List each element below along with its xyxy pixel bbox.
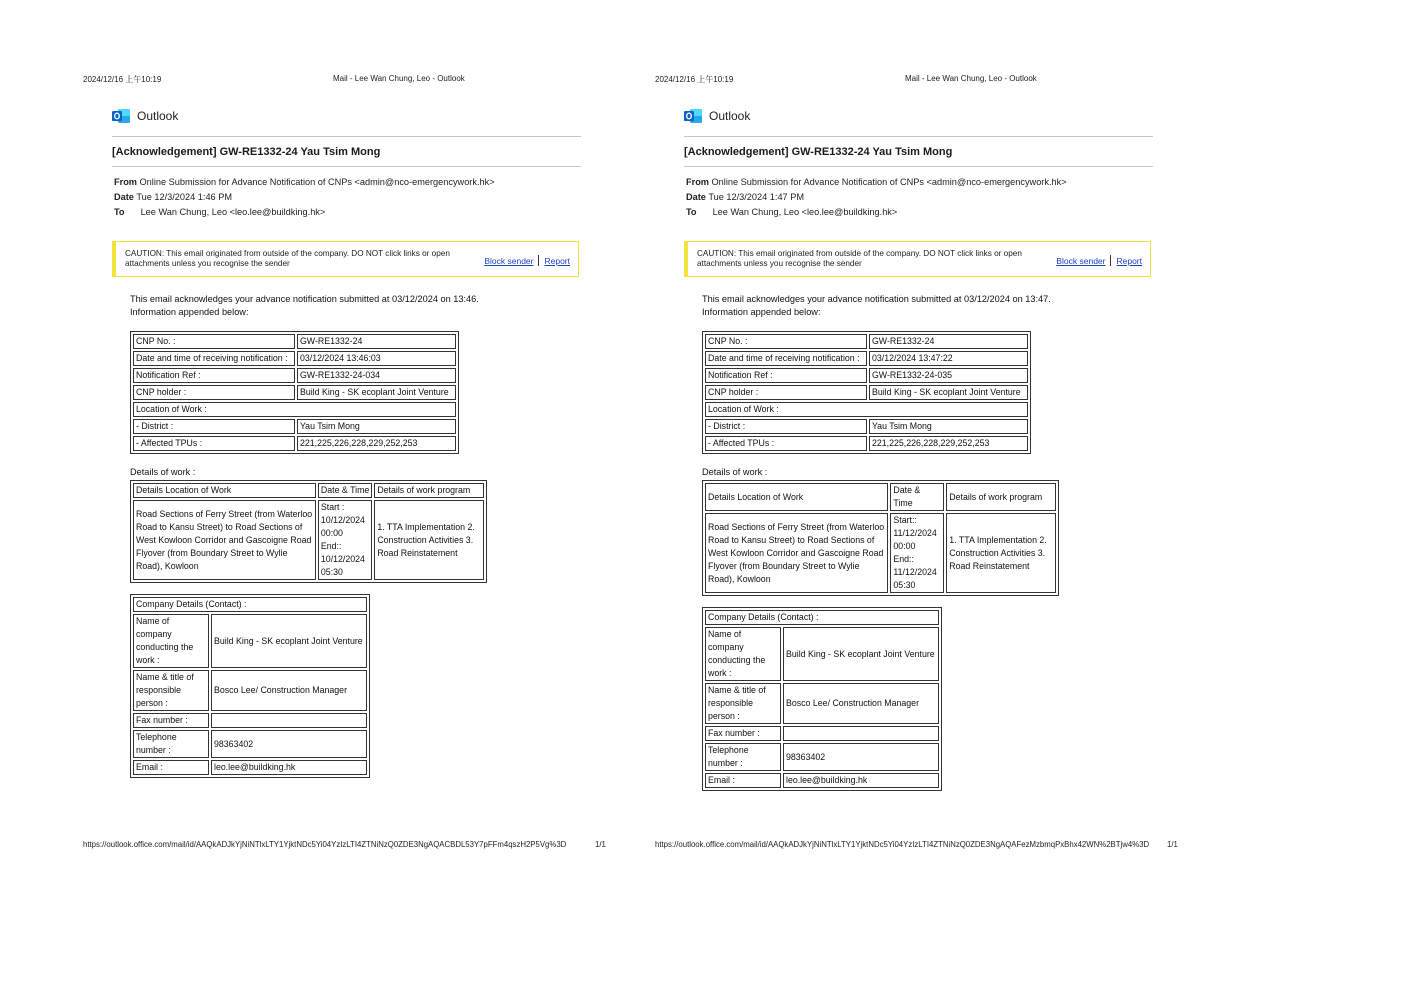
col-program-header: Details of work program [946, 483, 1056, 511]
table-row [133, 713, 367, 728]
print-header-date: 2024/12/16 上午10:19 [655, 75, 734, 84]
end-time: 05:30 [320, 567, 343, 577]
to-label: To [114, 207, 125, 217]
date-label: Date [114, 192, 134, 202]
outlook-brand [112, 107, 178, 125]
notification-info-table [702, 331, 1031, 454]
table-row [133, 334, 456, 349]
table-row [705, 513, 1056, 593]
outlook-brand [684, 107, 750, 125]
start-time: 00:00 [320, 528, 343, 538]
caution-banner [684, 241, 1151, 277]
divider [684, 136, 1153, 137]
email-value: leo.lee@buildking.hk [783, 773, 939, 788]
company-details-title: Company Details (Contact) : [705, 610, 939, 625]
end-date: 10/12/2024 [320, 554, 365, 564]
telephone-label: Telephone number : [133, 730, 209, 758]
company-name-value: Build King - SK ecoplant Joint Venture [783, 627, 939, 681]
print-header-date: 2024/12/16 上午10:19 [83, 75, 162, 84]
fax-value [783, 726, 939, 741]
table-row [705, 402, 1028, 417]
email-value: leo.lee@buildking.hk [211, 760, 367, 775]
block-sender-link[interactable]: Block sender [484, 256, 534, 266]
divider [684, 166, 1153, 167]
outlook-logo-icon [684, 108, 702, 124]
caution-actions [1056, 255, 1142, 266]
email-to: Lee Wan Chung, Leo <leo.lee@buildking.hk> [140, 207, 326, 217]
fax-label: Fax number : [705, 726, 781, 741]
print-footer-url: https://outlook.office.com/mail/id/AAQkADJkYjNiNTlxLTY1YjktNDc5Yi04YzIzLTI4ZTNiNzQ0ZDE3NgAQAFezMzbmqPxBhx42WN%2BTjw4%3D [655, 840, 1150, 849]
email-label: Email : [705, 773, 781, 788]
cnp-holder-label: CNP holder : [705, 385, 867, 400]
notification-info-table [130, 331, 459, 454]
app-name: Outlook [709, 109, 751, 123]
link-separator [538, 255, 539, 266]
from-label: From [686, 177, 709, 187]
col-datetime-header: Date & Time [318, 483, 372, 498]
email-to-row [686, 207, 897, 217]
email-label: Email : [133, 760, 209, 775]
cnp-holder-value: Build King - SK ecoplant Joint Venture [869, 385, 1028, 400]
responsible-person-label: Name & title of responsible person : [705, 683, 781, 724]
district-label: - District : [133, 419, 295, 434]
caution-text: CAUTION: This email originated from outside of the company. DO NOT click links or open attachments unless you recognise the sender [697, 249, 1022, 268]
table-row [133, 436, 456, 451]
fax-value [211, 713, 367, 728]
work-datetime-cell [890, 513, 944, 593]
table-row [133, 614, 367, 668]
table-row [705, 334, 1028, 349]
table-row [705, 743, 939, 771]
end-time: 05:30 [893, 580, 916, 590]
divider [112, 136, 581, 137]
divider [112, 166, 581, 167]
cnp-no-value: GW-RE1332-24 [297, 334, 456, 349]
email-subject: [Acknowledgement] GW-RE1332-24 Yau Tsim Mong [112, 146, 381, 158]
affected-tpus-label: - Affected TPUs : [133, 436, 295, 451]
table-header-row [133, 483, 484, 498]
print-footer-page: 1/1 [595, 840, 606, 849]
report-link[interactable]: Report [544, 256, 570, 266]
district-label: - District : [705, 419, 867, 434]
block-sender-link[interactable]: Block sender [1056, 256, 1106, 266]
email-date-row [686, 192, 804, 202]
company-name-value: Build King - SK ecoplant Joint Venture [211, 614, 367, 668]
start-label: Start:: [893, 515, 917, 525]
email-from-row [114, 177, 495, 187]
work-location-cell: Road Sections of Ferry Street (from Waterloo Road to Kansu Street) to Road Sections of West Kowloon Corridor and Gascoigne Road Flyover (from Boundary Street to Wylie Road), Kowloon [705, 513, 888, 593]
notification-ref-value: GW-RE1332-24-034 [297, 368, 456, 383]
table-row [705, 368, 1028, 383]
intro-line-1: This email acknowledges your advance notification submitted at 03/12/2024 on 13:47. [702, 294, 1051, 304]
responsible-person-value: Bosco Lee/ Construction Manager [783, 683, 939, 724]
notification-ref-label: Notification Ref : [133, 368, 295, 383]
fax-label: Fax number : [133, 713, 209, 728]
print-page-2 [572, 0, 1272, 992]
table-row [705, 683, 939, 724]
date-label: Date [686, 192, 706, 202]
table-row [705, 773, 939, 788]
email-subject: [Acknowledgement] GW-RE1332-24 Yau Tsim Mong [684, 146, 953, 158]
table-row [133, 597, 367, 612]
table-row [705, 419, 1028, 434]
print-header-title: Mail - Lee Wan Chung, Leo - Outlook [905, 74, 1037, 83]
telephone-value: 98363402 [211, 730, 367, 758]
print-header-title: Mail - Lee Wan Chung, Leo - Outlook [333, 74, 465, 83]
table-row [133, 368, 456, 383]
email-date: Tue 12/3/2024 1:46 PM [136, 192, 232, 202]
cnp-no-label: CNP No. : [133, 334, 295, 349]
table-row [133, 419, 456, 434]
table-row [133, 351, 456, 366]
intro-line-1: This email acknowledges your advance notification submitted at 03/12/2024 on 13:46. [130, 294, 479, 304]
notification-ref-label: Notification Ref : [705, 368, 867, 383]
company-details-table [130, 594, 370, 778]
cnp-no-label: CNP No. : [705, 334, 867, 349]
work-details-table [130, 480, 487, 583]
email-date-row [114, 192, 232, 202]
table-row [133, 385, 456, 400]
email-to: Lee Wan Chung, Leo <leo.lee@buildking.hk> [712, 207, 898, 217]
intro-line-2: Information appended below: [130, 307, 249, 317]
cnp-holder-label: CNP holder : [133, 385, 295, 400]
email-from: Online Submission for Advance Notification of CNPs <admin@nco-emergencywork.hk> [139, 177, 495, 187]
end-label: End:: [893, 554, 914, 564]
col-datetime-header: Date & Time [890, 483, 944, 511]
link-separator [1110, 255, 1111, 266]
company-details-title: Company Details (Contact) : [133, 597, 367, 612]
affected-tpus-value: 221,225,226,228,229,252,253 [297, 436, 456, 451]
affected-tpus-label: - Affected TPUs : [705, 436, 867, 451]
table-row [705, 726, 939, 741]
work-datetime-cell [318, 500, 372, 580]
start-time: 00:00 [893, 541, 916, 551]
email-date: Tue 12/3/2024 1:47 PM [708, 192, 804, 202]
table-row [133, 760, 367, 775]
received-value: 03/12/2024 13:46:03 [297, 351, 456, 366]
caution-text: CAUTION: This email originated from outside of the company. DO NOT click links or open attachments unless you recognise the sender [125, 249, 450, 268]
col-location-header: Details Location of Work [133, 483, 316, 498]
print-footer-url: https://outlook.office.com/mail/id/AAQkADJkYjNiNTlxLTY1YjktNDc5Yi04YzIzLTI4ZTNiNzQ0ZDE3NgAQACBDL53Y7pFFm4qszH2P5Vg%3D [83, 840, 567, 849]
work-details-table [702, 480, 1059, 596]
work-program-cell: 1. TTA Implementation 2. Construction Activities 3. Road Reinstatement [374, 500, 484, 580]
caution-actions [484, 255, 570, 266]
table-row [133, 500, 484, 580]
work-location-cell: Road Sections of Ferry Street (from Waterloo Road to Kansu Street) to Road Sections of West Kowloon Corridor and Gascoigne Road Flyover (from Boundary Street to Wylie Road), Kowloon [133, 500, 316, 580]
end-date: 11/12/2024 [893, 567, 937, 577]
work-program-cell: 1. TTA Implementation 2. Construction Activities 3. Road Reinstatement [946, 513, 1056, 593]
to-label: To [686, 207, 697, 217]
start-label: Start : [320, 502, 345, 512]
email-from: Online Submission for Advance Notification of CNPs <admin@nco-emergencywork.hk> [711, 177, 1067, 187]
details-of-work-label: Details of work : [702, 467, 768, 477]
received-label: Date and time of receiving notification : [705, 351, 867, 366]
intro-line-2: Information appended below: [702, 307, 821, 317]
from-label: From [114, 177, 137, 187]
app-name: Outlook [137, 109, 179, 123]
telephone-label: Telephone number : [705, 743, 781, 771]
table-row [705, 385, 1028, 400]
end-label: End:: [320, 541, 342, 551]
location-of-work-label: Location of Work : [705, 402, 1028, 417]
table-row [705, 351, 1028, 366]
company-name-label: Name of company conducting the work : [705, 627, 781, 681]
responsible-person-value: Bosco Lee/ Construction Manager [211, 670, 367, 711]
start-date: 11/12/2024 [893, 528, 937, 538]
outlook-logo-icon [112, 108, 130, 124]
table-row [705, 436, 1028, 451]
company-details-table [702, 607, 942, 791]
cnp-no-value: GW-RE1332-24 [869, 334, 1028, 349]
table-row [133, 402, 456, 417]
email-to-row [114, 207, 325, 217]
received-label: Date and time of receiving notification : [133, 351, 295, 366]
email-from-row [686, 177, 1067, 187]
col-program-header: Details of work program [374, 483, 484, 498]
col-location-header: Details Location of Work [705, 483, 888, 511]
caution-banner [112, 241, 579, 277]
district-value: Yau Tsim Mong [297, 419, 456, 434]
table-row [705, 610, 939, 625]
district-value: Yau Tsim Mong [869, 419, 1028, 434]
print-footer-page: 1/1 [1167, 840, 1178, 849]
responsible-person-label: Name & title of responsible person : [133, 670, 209, 711]
cnp-holder-value: Build King - SK ecoplant Joint Venture [297, 385, 456, 400]
email-body-intro [702, 293, 1051, 319]
received-value: 03/12/2024 13:47:22 [869, 351, 1028, 366]
details-of-work-label: Details of work : [130, 467, 196, 477]
report-link[interactable]: Report [1116, 256, 1142, 266]
table-header-row [705, 483, 1056, 511]
table-row [133, 670, 367, 711]
telephone-value: 98363402 [783, 743, 939, 771]
affected-tpus-value: 221,225,226,228,229,252,253 [869, 436, 1028, 451]
start-date: 10/12/2024 [320, 515, 365, 525]
table-row [133, 730, 367, 758]
email-body-intro [130, 293, 479, 319]
notification-ref-value: GW-RE1332-24-035 [869, 368, 1028, 383]
location-of-work-label: Location of Work : [133, 402, 456, 417]
company-name-label: Name of company conducting the work : [133, 614, 209, 668]
table-row [705, 627, 939, 681]
